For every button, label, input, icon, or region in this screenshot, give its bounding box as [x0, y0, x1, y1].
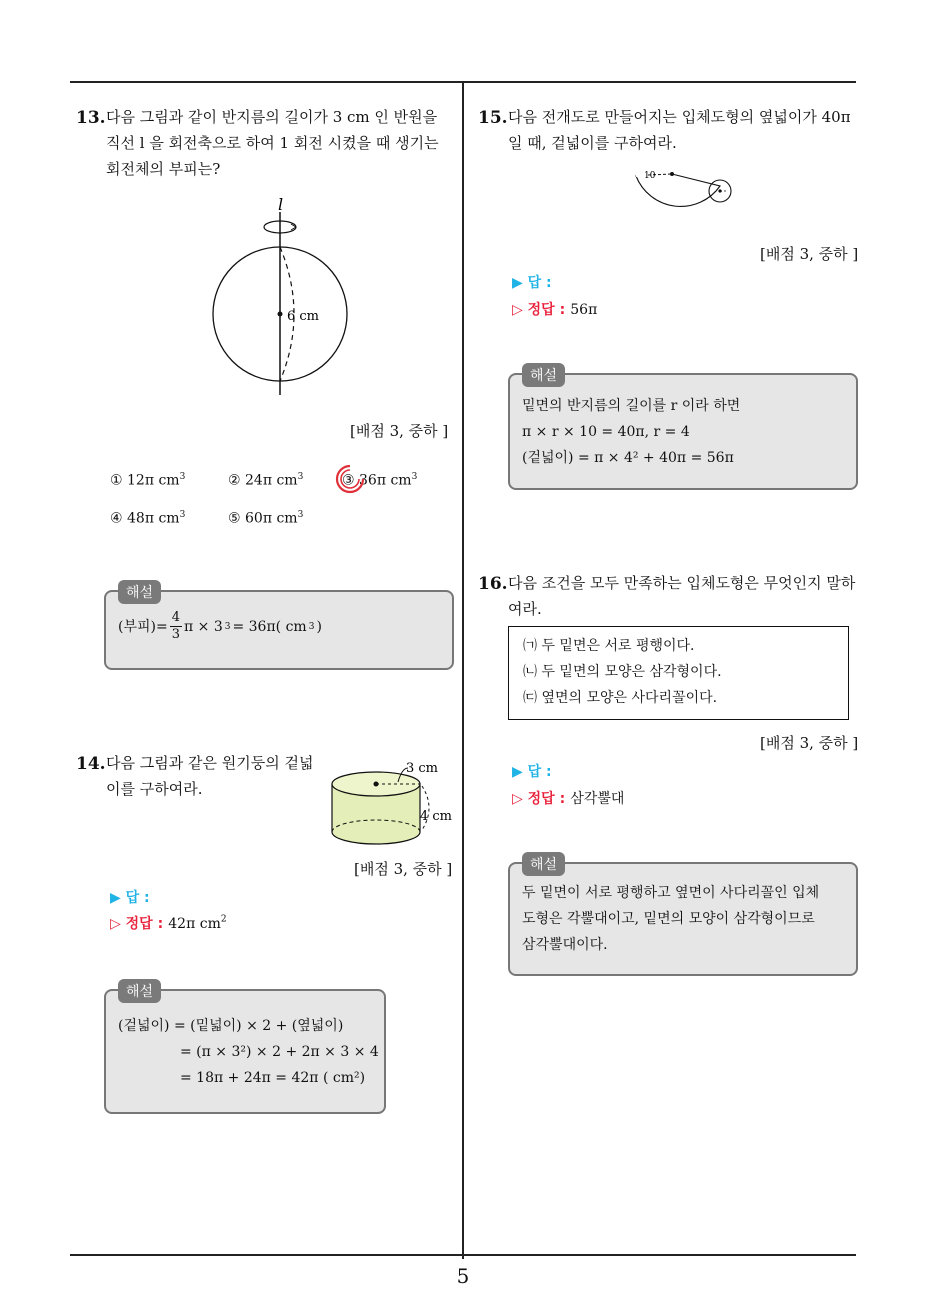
q16-exp-line3: 삼각뿔대이다. [522, 937, 608, 953]
q13-text [106, 104, 458, 182]
q15-meta: [배점 3, 중하 ] [760, 245, 859, 263]
q16-condition-3: ㈂ 옆면의 모양은 사다리꼴이다. [523, 690, 718, 706]
selected-mark-icon [334, 463, 366, 495]
q15-net-figure [630, 164, 740, 224]
q13-fraction: $\frac{4}{3}$ [171, 610, 180, 642]
q16-meta: [배점 3, 중하 ] [760, 734, 859, 752]
q16-conditions [509, 627, 848, 711]
q13-choice-2[interactable]: ② 24π $cm^3$ [228, 472, 304, 489]
q15-number: 15. [478, 108, 508, 128]
q13-center-point [278, 312, 283, 317]
q14-text-line1: 다음 그림과 같은 원기둥의 겉넓 [106, 754, 314, 772]
q13-choice-1[interactable]: ① 12π $cm^3$ [110, 472, 186, 489]
q14-number: 14. [76, 754, 106, 774]
q13-exp-lhs: (부피)= [118, 618, 168, 635]
q16-exp-line2: 도형은 각뿔대이고, 밑면의 모양이 삼각형이므로 [522, 911, 815, 927]
q16-condition-2: ㈁ 두 밑면의 모양은 삼각형이다. [523, 664, 722, 680]
q14-meta: [배점 3, 중하 ] [354, 860, 453, 878]
q14-correct-value: 42π cm [168, 916, 221, 932]
q16-text-line1: 다음 조건을 모두 만족하는 입체도형은 무엇인지 말하 [508, 574, 856, 592]
q16-explanation [522, 880, 819, 958]
q14-radius-label: 3 cm [406, 761, 439, 776]
q15-exp-line1: 밑면의 반지름의 길이를 r 이라 하면 [522, 398, 741, 414]
q15-exp-line2: π × r × 10 = 40π, r = 4 [522, 424, 690, 440]
q15-correct-label: ▷ 정답 : [512, 302, 566, 318]
q14-correct: ▷ 정답 : 42π $cm^2$ [110, 914, 227, 932]
q16-number: 16. [478, 574, 508, 594]
q16-text [508, 570, 860, 622]
q14-exp-line2: = (π × 3²) × 2 + 2π × 3 × 4 [180, 1044, 379, 1060]
q15-fig-label: 10 [644, 171, 656, 181]
q13-number: 13. [76, 108, 106, 128]
q13-length-label: 6 cm [287, 309, 320, 324]
q13-exp-rhs: π × 3 [183, 618, 223, 635]
q13-choice-3[interactable]: ③ 36π $cm^3$ [342, 472, 418, 489]
q13-text-line3: 회전체의 부피는? [106, 160, 221, 178]
q16-exp-line1: 두 밑면이 서로 평행하고 옆면이 사다리꼴인 입체 [522, 885, 820, 901]
q14-explanation-tag: 해설 [118, 979, 161, 1003]
q13-figure [200, 190, 360, 400]
q13-explanation: (부피)= $\frac{4}{3}$ π × 3 3 = 36π( cm 3 ) [118, 610, 322, 642]
q13-explanation-tag: 해설 [118, 580, 161, 604]
q15-text-line2: 일 때, 겉넓이를 구하여라. [508, 134, 677, 152]
q14-exp-line3: = 18π + 24π = 42π ( cm²) [180, 1070, 366, 1086]
q15-correct [512, 299, 597, 319]
q14-text [106, 750, 336, 802]
column-divider [462, 82, 464, 1259]
q15-explanation-tag: 해설 [522, 363, 565, 387]
q16-answer-label: ▶ 답 : [512, 764, 552, 780]
q13-choice-5[interactable]: ⑤ 60π $cm^3$ [228, 510, 304, 527]
q15-answer-label: ▶ 답 : [512, 275, 552, 291]
q14-correct-label: ▷ 정답 : [110, 916, 164, 932]
q16-condition-1: ㈀ 두 밑면은 서로 평행이다. [523, 638, 695, 654]
q14-text-line2: 이를 구하여라. [106, 780, 203, 798]
q13-axis-label: l [278, 195, 284, 214]
q14-exp-line1: (겉넓이) = (밑넓이) × 2 + (옆넓이) [118, 1018, 344, 1034]
q15-text-line1: 다음 전개도로 만들어지는 입체도형의 옆넓이가 40π [508, 108, 851, 126]
q15-text [508, 104, 860, 156]
q13-text-line2: 직선 l 을 회전축으로 하여 1 회전 시켰을 때 생기는 [106, 134, 439, 152]
q16-correct [512, 788, 624, 808]
q14-explanation [118, 1013, 379, 1091]
q14-height-label: 4 cm [420, 809, 453, 824]
q15-explanation [522, 393, 740, 471]
q13-meta: [배점 3, 중하 ] [350, 422, 449, 440]
page-number: 5 [456, 1264, 470, 1288]
q16-correct-value: 삼각뿔대 [570, 791, 625, 807]
q14-answer-label: ▶ 답 : [110, 890, 150, 906]
q16-condition-box [508, 626, 849, 720]
q16-text-line2: 여라. [508, 600, 542, 618]
q13-choice-4[interactable]: ④ 48π $cm^3$ [110, 510, 186, 527]
q14-cylinder-figure [326, 756, 456, 860]
q16-explanation-tag: 해설 [522, 852, 565, 876]
q16-correct-label: ▷ 정답 : [512, 791, 566, 807]
q15-correct-value: 56π [570, 302, 598, 318]
q15-exp-line3: (겉넓이) = π × 4² + 40π = 56π [522, 450, 734, 466]
q13-text-line1: 다음 그림과 같이 반지름의 길이가 3 cm 인 반원을 [106, 108, 438, 126]
